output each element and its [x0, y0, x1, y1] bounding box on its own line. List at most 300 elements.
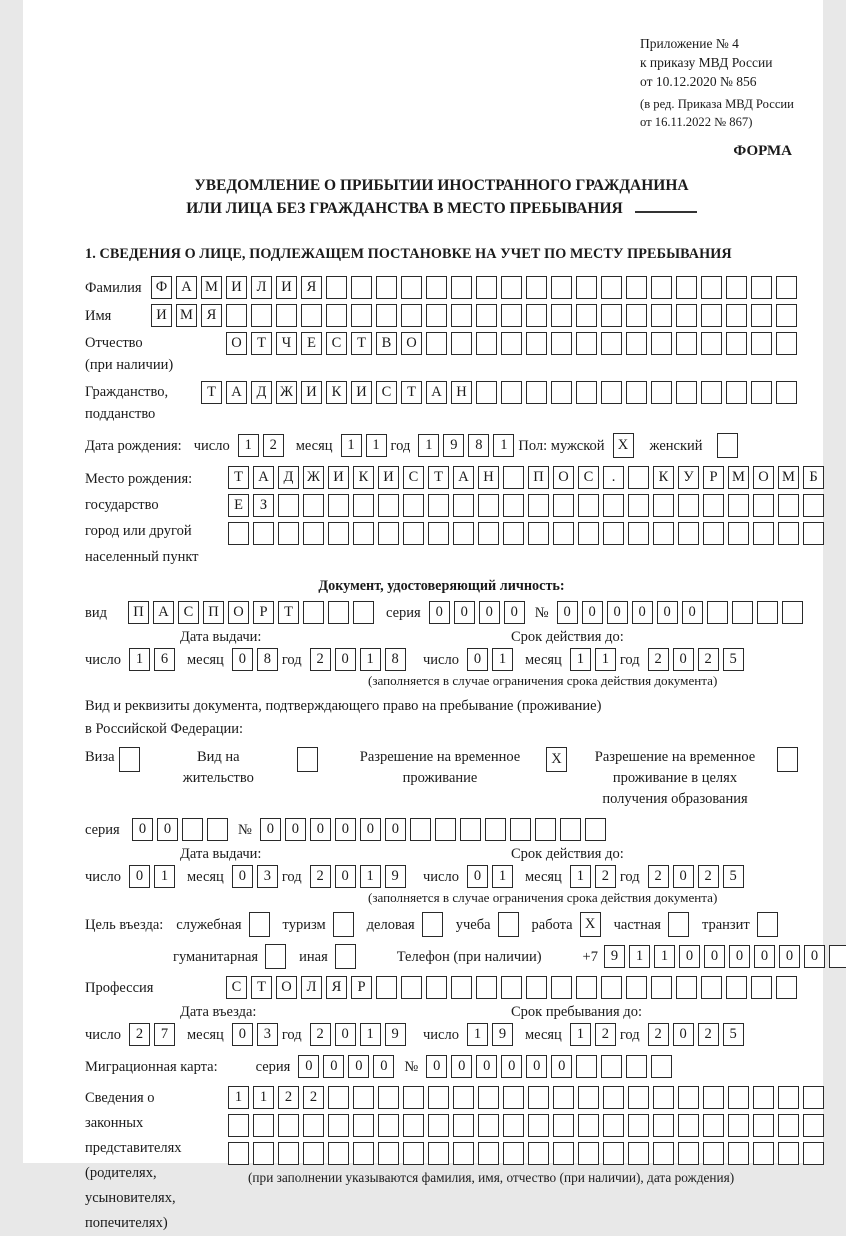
char-cell[interactable] [401, 304, 422, 327]
char-cell[interactable] [501, 976, 522, 999]
char-cell[interactable]: 1 [360, 648, 381, 671]
char-cell[interactable] [701, 332, 722, 355]
char-cell[interactable]: 1 [492, 865, 513, 888]
char-cell[interactable] [351, 276, 372, 299]
char-cell[interactable]: З [253, 494, 274, 517]
char-cell[interactable] [728, 1142, 749, 1165]
char-cell[interactable] [776, 381, 797, 404]
char-cell[interactable] [453, 494, 474, 517]
char-cell[interactable]: Ж [303, 466, 324, 489]
char-cell[interactable] [653, 1114, 674, 1137]
char-cell[interactable] [678, 1086, 699, 1109]
char-cell[interactable] [653, 494, 674, 517]
char-cell[interactable] [478, 1114, 499, 1137]
char-cell[interactable] [435, 818, 456, 841]
char-cell[interactable]: 0 [335, 648, 356, 671]
char-cell[interactable] [576, 1055, 597, 1078]
char-cell[interactable]: 2 [595, 865, 616, 888]
char-cell[interactable] [410, 818, 431, 841]
char-cell[interactable] [526, 976, 547, 999]
char-cell[interactable]: Л [251, 276, 272, 299]
char-cell[interactable]: С [376, 381, 397, 404]
purpose-study-checkbox[interactable] [498, 912, 519, 937]
char-cell[interactable] [378, 494, 399, 517]
char-cell[interactable]: 8 [468, 434, 489, 457]
char-cell[interactable]: А [153, 601, 174, 624]
char-cell[interactable] [603, 1086, 624, 1109]
char-cell[interactable] [560, 818, 581, 841]
char-cell[interactable]: А [253, 466, 274, 489]
char-cell[interactable] [207, 818, 228, 841]
char-cell[interactable] [328, 494, 349, 517]
char-cell[interactable]: 5 [723, 648, 744, 671]
char-cell[interactable]: 1 [238, 434, 259, 457]
char-cell[interactable]: 1 [253, 1086, 274, 1109]
char-cell[interactable]: 0 [501, 1055, 522, 1078]
char-cell[interactable] [328, 1086, 349, 1109]
char-cell[interactable] [478, 1086, 499, 1109]
char-cell[interactable] [753, 522, 774, 545]
char-cell[interactable] [803, 494, 824, 517]
char-cell[interactable] [528, 522, 549, 545]
char-cell[interactable]: 1 [154, 865, 175, 888]
char-cell[interactable]: И [328, 466, 349, 489]
char-cell[interactable] [426, 304, 447, 327]
char-cell[interactable] [578, 1142, 599, 1165]
char-cell[interactable] [553, 522, 574, 545]
char-cell[interactable] [628, 1114, 649, 1137]
char-cell[interactable] [678, 1114, 699, 1137]
char-cell[interactable]: 8 [257, 648, 278, 671]
char-cell[interactable]: Л [301, 976, 322, 999]
char-cell[interactable] [728, 1114, 749, 1137]
char-cell[interactable]: Р [351, 976, 372, 999]
char-cell[interactable]: Т [251, 976, 272, 999]
char-cell[interactable]: И [378, 466, 399, 489]
char-cell[interactable] [626, 332, 647, 355]
char-cell[interactable]: 0 [476, 1055, 497, 1078]
char-cell[interactable] [276, 304, 297, 327]
char-cell[interactable] [728, 522, 749, 545]
char-cell[interactable] [253, 1114, 274, 1137]
char-cell[interactable]: 0 [467, 865, 488, 888]
char-cell[interactable] [378, 1142, 399, 1165]
char-cell[interactable] [553, 494, 574, 517]
char-cell[interactable] [651, 304, 672, 327]
char-cell[interactable] [303, 494, 324, 517]
char-cell[interactable] [503, 522, 524, 545]
char-cell[interactable] [803, 1086, 824, 1109]
char-cell[interactable] [501, 381, 522, 404]
char-cell[interactable] [578, 494, 599, 517]
char-cell[interactable] [751, 304, 772, 327]
char-cell[interactable]: О [276, 976, 297, 999]
char-cell[interactable] [626, 304, 647, 327]
char-cell[interactable] [453, 1086, 474, 1109]
char-cell[interactable] [701, 304, 722, 327]
char-cell[interactable]: 0 [232, 1023, 253, 1046]
char-cell[interactable]: 0 [673, 648, 694, 671]
char-cell[interactable]: И [351, 381, 372, 404]
char-cell[interactable] [251, 304, 272, 327]
char-cell[interactable] [803, 1142, 824, 1165]
char-cell[interactable] [403, 522, 424, 545]
char-cell[interactable]: 2 [263, 434, 284, 457]
char-cell[interactable]: 0 [526, 1055, 547, 1078]
char-cell[interactable] [776, 332, 797, 355]
char-cell[interactable] [753, 1142, 774, 1165]
char-cell[interactable] [601, 976, 622, 999]
residence-permit-checkbox[interactable] [297, 747, 318, 772]
char-cell[interactable] [803, 522, 824, 545]
char-cell[interactable] [585, 818, 606, 841]
char-cell[interactable]: 0 [429, 601, 450, 624]
char-cell[interactable] [228, 1142, 249, 1165]
char-cell[interactable] [353, 1086, 374, 1109]
char-cell[interactable] [478, 1142, 499, 1165]
char-cell[interactable]: 3 [257, 1023, 278, 1046]
char-cell[interactable] [628, 1086, 649, 1109]
char-cell[interactable] [353, 494, 374, 517]
char-cell[interactable] [278, 1142, 299, 1165]
char-cell[interactable] [353, 1114, 374, 1137]
char-cell[interactable] [776, 976, 797, 999]
char-cell[interactable]: П [203, 601, 224, 624]
char-cell[interactable] [478, 494, 499, 517]
char-cell[interactable]: 0 [360, 818, 381, 841]
char-cell[interactable] [603, 1142, 624, 1165]
char-cell[interactable] [478, 522, 499, 545]
char-cell[interactable]: 2 [595, 1023, 616, 1046]
char-cell[interactable]: 0 [657, 601, 678, 624]
char-cell[interactable]: 9 [385, 865, 406, 888]
char-cell[interactable] [651, 276, 672, 299]
char-cell[interactable]: 0 [373, 1055, 394, 1078]
char-cell[interactable] [601, 304, 622, 327]
char-cell[interactable] [253, 522, 274, 545]
char-cell[interactable] [653, 522, 674, 545]
char-cell[interactable]: 1 [467, 1023, 488, 1046]
char-cell[interactable]: 0 [232, 648, 253, 671]
char-cell[interactable] [578, 1086, 599, 1109]
char-cell[interactable]: 1 [341, 434, 362, 457]
char-cell[interactable]: 5 [723, 865, 744, 888]
char-cell[interactable] [510, 818, 531, 841]
char-cell[interactable]: 0 [335, 865, 356, 888]
char-cell[interactable] [651, 976, 672, 999]
char-cell[interactable]: С [578, 466, 599, 489]
char-cell[interactable] [829, 945, 846, 968]
purpose-business-checkbox[interactable] [249, 912, 270, 937]
char-cell[interactable]: 0 [426, 1055, 447, 1078]
char-cell[interactable]: 1 [629, 945, 650, 968]
char-cell[interactable]: У [678, 466, 699, 489]
char-cell[interactable] [576, 976, 597, 999]
char-cell[interactable]: 0 [607, 601, 628, 624]
char-cell[interactable] [701, 976, 722, 999]
char-cell[interactable] [303, 522, 324, 545]
char-cell[interactable]: 1 [595, 648, 616, 671]
char-cell[interactable]: Ф [151, 276, 172, 299]
char-cell[interactable] [403, 494, 424, 517]
char-cell[interactable]: 2 [648, 865, 669, 888]
char-cell[interactable] [778, 522, 799, 545]
temp-residence-edu-checkbox[interactable] [777, 747, 798, 772]
char-cell[interactable]: Т [278, 601, 299, 624]
char-cell[interactable] [626, 276, 647, 299]
char-cell[interactable] [751, 332, 772, 355]
char-cell[interactable] [628, 466, 649, 489]
char-cell[interactable]: 1 [570, 648, 591, 671]
purpose-private-checkbox[interactable] [668, 912, 689, 937]
char-cell[interactable]: 0 [335, 818, 356, 841]
char-cell[interactable] [228, 522, 249, 545]
char-cell[interactable]: 0 [298, 1055, 319, 1078]
char-cell[interactable] [728, 494, 749, 517]
char-cell[interactable]: 2 [129, 1023, 150, 1046]
purpose-other-checkbox[interactable] [335, 944, 356, 969]
char-cell[interactable] [778, 494, 799, 517]
char-cell[interactable] [528, 1114, 549, 1137]
char-cell[interactable] [576, 381, 597, 404]
char-cell[interactable] [528, 1086, 549, 1109]
char-cell[interactable] [726, 976, 747, 999]
char-cell[interactable] [428, 1142, 449, 1165]
char-cell[interactable] [278, 494, 299, 517]
char-cell[interactable] [403, 1142, 424, 1165]
char-cell[interactable] [751, 381, 772, 404]
char-cell[interactable]: 1 [129, 648, 150, 671]
char-cell[interactable] [476, 976, 497, 999]
char-cell[interactable] [326, 276, 347, 299]
char-cell[interactable] [428, 1086, 449, 1109]
char-cell[interactable] [460, 818, 481, 841]
char-cell[interactable] [803, 1114, 824, 1137]
sex-male-checkbox[interactable]: X [613, 433, 634, 458]
char-cell[interactable] [601, 276, 622, 299]
char-cell[interactable] [353, 601, 374, 624]
char-cell[interactable]: А [453, 466, 474, 489]
char-cell[interactable] [776, 276, 797, 299]
char-cell[interactable] [278, 522, 299, 545]
char-cell[interactable]: 2 [648, 1023, 669, 1046]
char-cell[interactable] [626, 976, 647, 999]
char-cell[interactable] [628, 522, 649, 545]
char-cell[interactable]: К [326, 381, 347, 404]
char-cell[interactable]: 2 [698, 648, 719, 671]
char-cell[interactable] [676, 304, 697, 327]
char-cell[interactable] [503, 1114, 524, 1137]
char-cell[interactable]: А [226, 381, 247, 404]
char-cell[interactable] [428, 1114, 449, 1137]
char-cell[interactable] [303, 1114, 324, 1137]
char-cell[interactable]: 1 [418, 434, 439, 457]
char-cell[interactable]: 0 [804, 945, 825, 968]
char-cell[interactable]: 0 [385, 818, 406, 841]
char-cell[interactable]: С [178, 601, 199, 624]
char-cell[interactable]: 9 [385, 1023, 406, 1046]
char-cell[interactable]: С [403, 466, 424, 489]
char-cell[interactable] [703, 1086, 724, 1109]
char-cell[interactable] [676, 332, 697, 355]
char-cell[interactable] [526, 381, 547, 404]
char-cell[interactable] [528, 494, 549, 517]
char-cell[interactable]: О [401, 332, 422, 355]
char-cell[interactable]: О [753, 466, 774, 489]
char-cell[interactable] [553, 1114, 574, 1137]
char-cell[interactable] [726, 381, 747, 404]
char-cell[interactable] [503, 466, 524, 489]
char-cell[interactable] [553, 1142, 574, 1165]
char-cell[interactable] [378, 1086, 399, 1109]
char-cell[interactable]: 1 [492, 648, 513, 671]
char-cell[interactable] [476, 381, 497, 404]
char-cell[interactable] [326, 304, 347, 327]
purpose-humanitarian-checkbox[interactable] [265, 944, 286, 969]
char-cell[interactable] [678, 494, 699, 517]
char-cell[interactable]: 0 [323, 1055, 344, 1078]
char-cell[interactable]: Р [703, 466, 724, 489]
char-cell[interactable] [503, 494, 524, 517]
char-cell[interactable]: 0 [582, 601, 603, 624]
char-cell[interactable]: Т [228, 466, 249, 489]
char-cell[interactable] [601, 1055, 622, 1078]
char-cell[interactable] [782, 601, 803, 624]
char-cell[interactable] [707, 601, 728, 624]
char-cell[interactable]: 6 [154, 648, 175, 671]
char-cell[interactable] [701, 381, 722, 404]
char-cell[interactable]: Я [326, 976, 347, 999]
char-cell[interactable]: Т [201, 381, 222, 404]
char-cell[interactable]: 2 [278, 1086, 299, 1109]
char-cell[interactable]: 0 [479, 601, 500, 624]
char-cell[interactable] [576, 332, 597, 355]
char-cell[interactable]: О [553, 466, 574, 489]
char-cell[interactable] [403, 1114, 424, 1137]
char-cell[interactable] [535, 818, 556, 841]
char-cell[interactable]: 0 [285, 818, 306, 841]
char-cell[interactable] [526, 332, 547, 355]
char-cell[interactable] [701, 276, 722, 299]
char-cell[interactable] [551, 304, 572, 327]
char-cell[interactable] [751, 276, 772, 299]
char-cell[interactable] [526, 276, 547, 299]
char-cell[interactable]: Т [351, 332, 372, 355]
purpose-commercial-checkbox[interactable] [422, 912, 443, 937]
char-cell[interactable]: Т [401, 381, 422, 404]
char-cell[interactable]: Д [278, 466, 299, 489]
char-cell[interactable] [703, 522, 724, 545]
char-cell[interactable] [351, 304, 372, 327]
visa-checkbox[interactable] [119, 747, 140, 772]
char-cell[interactable] [453, 522, 474, 545]
char-cell[interactable]: 1 [570, 1023, 591, 1046]
char-cell[interactable] [426, 976, 447, 999]
char-cell[interactable] [451, 976, 472, 999]
char-cell[interactable] [776, 304, 797, 327]
char-cell[interactable] [501, 304, 522, 327]
char-cell[interactable]: Н [451, 381, 472, 404]
char-cell[interactable] [751, 976, 772, 999]
char-cell[interactable] [182, 818, 203, 841]
char-cell[interactable]: М [176, 304, 197, 327]
char-cell[interactable] [626, 1055, 647, 1078]
char-cell[interactable] [551, 381, 572, 404]
char-cell[interactable] [451, 304, 472, 327]
char-cell[interactable] [676, 276, 697, 299]
char-cell[interactable]: П [128, 601, 149, 624]
char-cell[interactable]: О [226, 332, 247, 355]
char-cell[interactable]: Т [251, 332, 272, 355]
char-cell[interactable] [301, 304, 322, 327]
char-cell[interactable] [353, 522, 374, 545]
char-cell[interactable] [651, 381, 672, 404]
char-cell[interactable] [453, 1142, 474, 1165]
char-cell[interactable]: 2 [648, 648, 669, 671]
char-cell[interactable]: Н [478, 466, 499, 489]
char-cell[interactable] [651, 332, 672, 355]
char-cell[interactable]: Я [201, 304, 222, 327]
char-cell[interactable] [485, 818, 506, 841]
char-cell[interactable]: 0 [504, 601, 525, 624]
char-cell[interactable] [603, 522, 624, 545]
char-cell[interactable]: О [228, 601, 249, 624]
char-cell[interactable]: Б [803, 466, 824, 489]
char-cell[interactable]: Ж [276, 381, 297, 404]
char-cell[interactable]: С [326, 332, 347, 355]
char-cell[interactable]: 1 [360, 865, 381, 888]
char-cell[interactable]: М [728, 466, 749, 489]
char-cell[interactable] [726, 304, 747, 327]
char-cell[interactable]: 1 [493, 434, 514, 457]
char-cell[interactable] [778, 1086, 799, 1109]
char-cell[interactable] [226, 304, 247, 327]
char-cell[interactable]: 0 [451, 1055, 472, 1078]
char-cell[interactable]: А [426, 381, 447, 404]
purpose-transit-checkbox[interactable] [757, 912, 778, 937]
char-cell[interactable] [378, 1114, 399, 1137]
char-cell[interactable] [253, 1142, 274, 1165]
char-cell[interactable] [653, 1086, 674, 1109]
char-cell[interactable]: М [778, 466, 799, 489]
char-cell[interactable] [601, 332, 622, 355]
char-cell[interactable]: 9 [604, 945, 625, 968]
char-cell[interactable] [551, 276, 572, 299]
char-cell[interactable] [428, 494, 449, 517]
char-cell[interactable]: 0 [551, 1055, 572, 1078]
char-cell[interactable] [476, 304, 497, 327]
char-cell[interactable]: 0 [260, 818, 281, 841]
char-cell[interactable]: Е [228, 494, 249, 517]
char-cell[interactable] [376, 304, 397, 327]
temp-residence-checkbox[interactable]: X [546, 747, 567, 772]
char-cell[interactable]: 0 [467, 648, 488, 671]
char-cell[interactable] [303, 1142, 324, 1165]
char-cell[interactable]: 0 [310, 818, 331, 841]
char-cell[interactable]: 0 [132, 818, 153, 841]
char-cell[interactable] [451, 276, 472, 299]
char-cell[interactable] [501, 332, 522, 355]
char-cell[interactable] [476, 276, 497, 299]
char-cell[interactable]: М [201, 276, 222, 299]
char-cell[interactable]: 2 [303, 1086, 324, 1109]
char-cell[interactable] [376, 276, 397, 299]
char-cell[interactable] [278, 1114, 299, 1137]
char-cell[interactable] [426, 276, 447, 299]
char-cell[interactable] [476, 332, 497, 355]
char-cell[interactable] [728, 1086, 749, 1109]
char-cell[interactable]: 0 [348, 1055, 369, 1078]
